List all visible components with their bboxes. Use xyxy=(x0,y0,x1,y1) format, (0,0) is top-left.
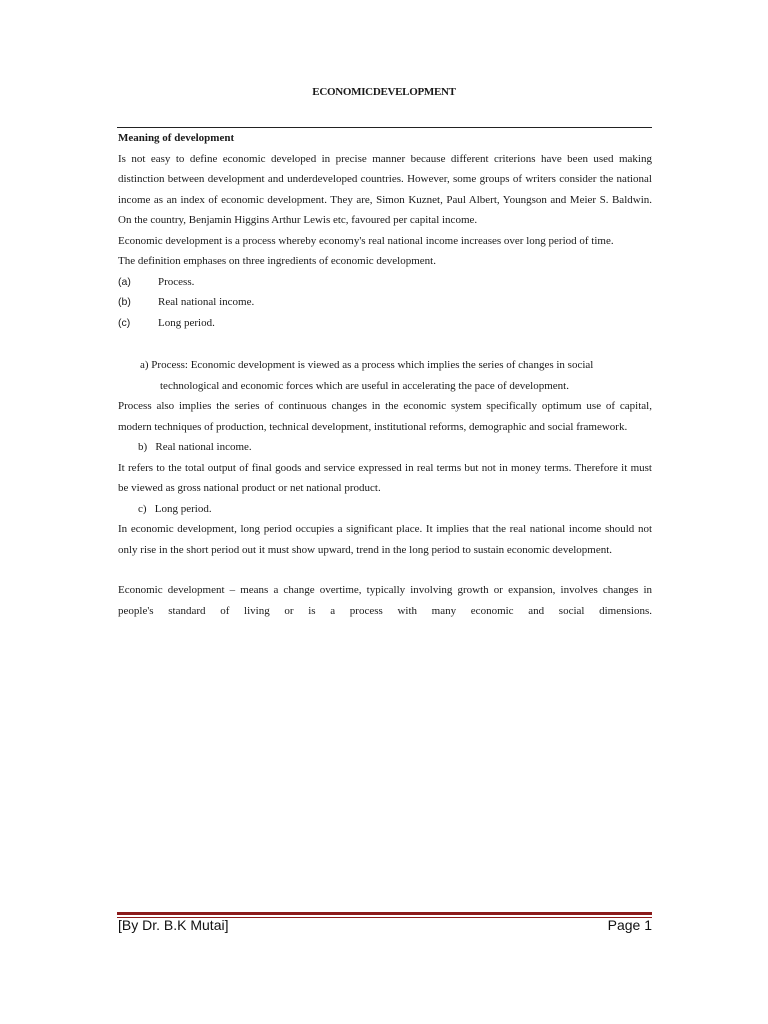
process-subitem-continuation: technological and economic forces which are useful in accelerating the pace of development. xyxy=(160,379,569,392)
income-subitem xyxy=(118,437,652,458)
footer-rule xyxy=(117,912,652,915)
definition-paragraph: Economic development is a process whereby economy's real national income increases over long period of time. xyxy=(118,234,614,247)
footer-author: [By Dr. B.K Mutai] xyxy=(118,917,229,933)
intro-paragraph: Is not easy to define economic developed in precise manner because different criterions have been used making distinction between development and underdeveloped countries. However, some groups of writers consider the national income as an index of economic development. They are, Simon Kuznet, Paul Albert, Youngson and Meier S. Baldwin. On the country, Benjamin Higgins Arthur Lewis etc, favoured per capital income. xyxy=(118,152,652,226)
process-paragraph: Process also implies the series of continuous changes in the economic system specifically optimum use of capital, modern techniques of production, technical development, institutional reforms, demographic and social framework. xyxy=(118,400,652,433)
subitem-text: Process: Economic development is viewed as a process which implies the series of changes in social xyxy=(151,359,594,371)
list-item xyxy=(118,272,652,293)
period-subitem xyxy=(118,499,652,520)
section-heading: Meaning of development xyxy=(118,132,235,144)
list-text: Real national income. xyxy=(158,296,255,308)
process-subitem xyxy=(118,355,652,376)
list-item xyxy=(118,313,652,334)
list-marker: (c) xyxy=(118,316,131,329)
subitem-marker: a) xyxy=(140,359,149,371)
period-paragraph: In economic development, long period occupies a significant place. It implies that the real national income should not only rise in the short period out it must show upward, trend in the long period to sustain economic development. xyxy=(118,523,652,556)
list-item xyxy=(118,292,652,313)
subitem-marker: b) xyxy=(138,441,148,453)
footer-page-number: Page 1 xyxy=(607,917,652,933)
document-title: ECONOMICDEVELOPMENT xyxy=(312,86,456,98)
list-marker: (b) xyxy=(118,296,131,308)
subitem-text: Real national income. xyxy=(155,441,252,453)
subitem-text: Long period. xyxy=(154,502,212,515)
subitem-marker: c) xyxy=(138,502,147,515)
list-text: Long period. xyxy=(158,316,215,329)
list-text: Process. xyxy=(158,275,195,288)
income-paragraph: It refers to the total output of final goods and service expressed in real terms but not in money terms. Therefore it must be viewed as gross national product or net national product. xyxy=(118,461,652,494)
spacer xyxy=(118,560,652,580)
closing-paragraph: Economic development – means a change overtime, typically involving growth or expansion, involves changes in people's standard of living or is a process with many economic and social dimensions. xyxy=(118,584,652,617)
spacer xyxy=(118,333,652,355)
list-marker: (a) xyxy=(118,275,131,288)
emphasis-paragraph: The definition emphases on three ingredients of economic development. xyxy=(118,255,436,267)
document-body xyxy=(118,128,652,621)
